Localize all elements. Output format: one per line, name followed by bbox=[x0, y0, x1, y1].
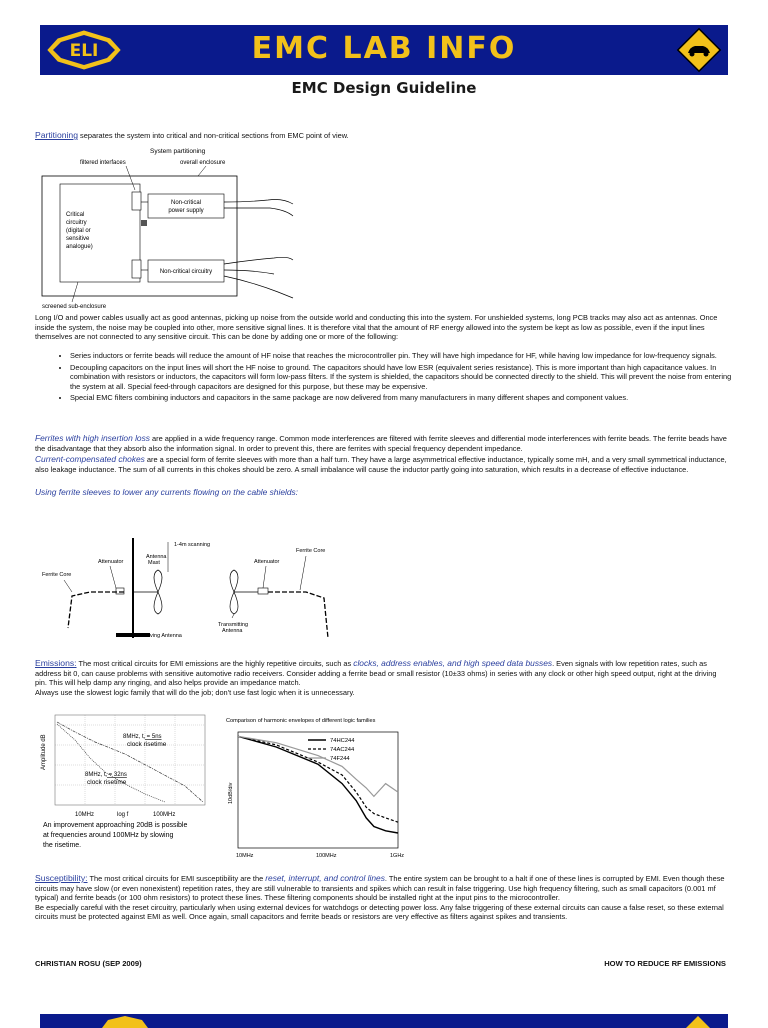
x-tick-label: 100MHz bbox=[316, 853, 337, 859]
susceptibility-italic: reset, interrupt, and control lines bbox=[265, 873, 385, 883]
car-warning-sign-icon bbox=[686, 1016, 710, 1028]
fig2-transmitting-label-1: Transmitting bbox=[218, 622, 249, 628]
ferrites-text: are applied in a wide frequency range. Common mode interferences are filtered with ferrite sleeves and differential mode interferences with ferrite beads. The ferrite beads have the disadvantage that they absorb also the information signal. In order to prevent this, there are ferrites with special frequency dependent impedance. bbox=[35, 434, 727, 453]
header-banner bbox=[40, 25, 728, 75]
list-item: • Series inductors or ferrite beads will reduce the amount of HF noise that reaches the microcontroller pin. They will have high impedance for HF, while having low impedance for low-frequency signals. bbox=[70, 351, 742, 361]
fig3-caption-1: An improvement approaching 20dB is possible bbox=[43, 822, 188, 829]
fig3-x-100mhz: 100MHz bbox=[153, 812, 176, 818]
fig2-mast-label-2: Mast bbox=[148, 560, 160, 566]
risetime-spectrum-figure bbox=[35, 710, 215, 860]
susceptibility-text-3: Be especially careful with the reset circuitry, particularly when using external devices for watchdogs or detecting power loss. Any false triggering of these external circuits can cause a false reset, so these external circuits must be protected against EMI as well. Once again, small capacitors and ferrite beads or resistors are very effective as filters against spikes and transients. bbox=[35, 902, 724, 922]
fig3-x-logf: log f bbox=[117, 812, 129, 818]
series-line-74F244 bbox=[238, 736, 398, 796]
ferrites-paragraph bbox=[35, 434, 730, 453]
system-partitioning-figure bbox=[38, 142, 300, 310]
legend-label: 74F244 bbox=[330, 756, 350, 762]
fig2-ferrite-label-left: Ferrite Core bbox=[42, 572, 72, 578]
x-tick-label: 10MHz bbox=[236, 853, 254, 859]
fig3-label-5ns-a: 8MHz, tr = 5ns bbox=[123, 734, 162, 740]
io-cables-paragraph: Long I/O and power cables usually act as good antennas, picking up noise from the outside world and conducting this into the system. For unshielded systems, long PCB tracks may also act as antennas. Once inside the system, the noise may be coupled into other, more sensitive signal lines. It is therefore vital that the amount of RF energy allowed into the system be kept as low as possible, even if the input lines themselves are not connected to any sensitive circuit. This can be done by adding one or more of the following: bbox=[35, 313, 718, 342]
fig3-caption-2: at frequencies around 100MHz by slowing bbox=[43, 832, 174, 839]
fig1-critical-label-5: analogue) bbox=[66, 244, 93, 250]
fig2-transmitting-label-2: Antenna bbox=[222, 628, 243, 634]
banner-title: EMC LAB INFO bbox=[251, 31, 517, 66]
susceptibility-lead: Susceptibility: bbox=[35, 873, 88, 883]
emissions-text-3: Always use the slowest logic family that will do the job; don't use fast logic when it is unnecessary. bbox=[35, 687, 355, 697]
fig1-screened-label: screened sub-enclosure bbox=[42, 304, 107, 310]
legend-label: 74HC244 bbox=[330, 738, 355, 744]
susceptibility-paragraph bbox=[35, 874, 730, 922]
fig2-ferrite-label-right: Ferrite Core bbox=[296, 548, 326, 554]
ferrite-sleeves-caption: Using ferrite sleeves to lower any currents flowing on the cable shields: bbox=[35, 487, 299, 497]
filter-methods-list bbox=[58, 351, 742, 405]
susceptibility-text-2: . The entire system can be brought to a halt if one of these lines is corrupted by EMI. Even though these circuits may have slow (or even nonexistent) repetition rates, they are still vulnerable to transients and spikes which can result in false triggering. Use high frequency filtering, such as small capacitors (0.001 mf typical) and ferrite beads (or 100 ohm resistors) to protect these lines. These filtering components should be installed right at the input pins to the microcontroller. bbox=[35, 874, 725, 903]
list-item: • Decoupling capacitors on the input lines will short the HF noise to ground. The capacitors should have low ESR (equivalent series resistance). This is more important than high capacitance values. In combination with resistors or inductors, the capacitors will form low-pass filters. If the system is shielded, the capacitors should be connected directly to the shield. This will prevent the noise from entering the system at all. Special feed-through capacitors are designed for this purpose, but these may be expensive. bbox=[70, 363, 742, 392]
chart-ylabel: 10dB/div bbox=[228, 782, 234, 804]
next-page-banner bbox=[40, 1014, 728, 1028]
chokes-paragraph bbox=[35, 455, 730, 474]
partitioning-text: separates the system into critical and non-critical sections from EMC point of view. bbox=[78, 131, 349, 140]
legend-label: 74AC244 bbox=[330, 747, 355, 753]
fig3-label-32ns-b: clock risetime bbox=[87, 779, 127, 786]
logo-text: ELI bbox=[69, 41, 99, 61]
fig1-noncritical-label: Non-critical circuitry bbox=[159, 269, 213, 275]
footer-author: CHRISTIAN ROSU (SEP 2009) bbox=[35, 959, 142, 968]
fig2-mast-label-1: Antenna bbox=[146, 554, 167, 560]
fig1-power-label-2: power supply bbox=[168, 208, 204, 214]
partitioning-lead: Partitioning bbox=[35, 130, 78, 140]
ferrite-sleeves-figure bbox=[38, 538, 373, 648]
fig3-label-5ns-b: clock risetime bbox=[127, 741, 167, 748]
document-title: EMC Design Guideline bbox=[291, 79, 477, 97]
harmonic-envelope-chart bbox=[222, 712, 412, 864]
car-warning-sign-icon bbox=[676, 27, 722, 73]
chokes-text: are a special form of ferrite sleeves with more than a half turn. They have a large asymmetrical effective inductance, typically some mH, and a very small symmetrical inductance, also leakage inductance. The sum of all currents in this chokes should be zero. A small imbalance will cause the inductor partly going into saturation, which results in a decrease of effective inductance. bbox=[35, 455, 727, 474]
chokes-lead: Current-compensated chokes bbox=[35, 454, 145, 464]
x-tick-label: 1GHz bbox=[390, 853, 405, 859]
fig3-x-10mhz: 10MHz bbox=[75, 812, 95, 818]
partitioning-paragraph bbox=[35, 131, 730, 141]
fig2-attenuator-label-right: Attenuator bbox=[254, 559, 280, 565]
fig2-attenuator-label-left: Attenuator bbox=[98, 559, 124, 565]
fig2-scanning-label: 1-4m scanning bbox=[174, 542, 211, 548]
fig3-label-32ns-a: 8MHz, tr = 32ns bbox=[85, 772, 127, 778]
fig1-filtered-label: filtered interfaces bbox=[80, 160, 126, 166]
ferrites-lead: Ferrites with high insertion loss bbox=[35, 433, 150, 443]
emissions-text-1: The most critical circuits for EMI emissions are the highly repetitive circuits, such as bbox=[76, 659, 354, 668]
emissions-paragraph bbox=[35, 659, 730, 697]
series-line-74HC244 bbox=[238, 736, 398, 833]
fig1-critical-label-4: sensitive bbox=[66, 236, 90, 242]
fig1-enclosure-label: overall enclosure bbox=[180, 160, 226, 166]
fig1-title: System partitioning bbox=[150, 148, 206, 155]
emissions-italic: clocks, address enables, and high speed data busses bbox=[353, 658, 553, 668]
fig1-critical-label-3: (digital or bbox=[66, 228, 91, 234]
fig1-critical-label-1: Critical bbox=[66, 212, 85, 218]
emissions-text-2: . Even signals with low repetition rates, such as address bit 0, can cause problems with sensitive automotive radio receivers. Consider adding a ferrite bead or small resistor (10±33 ohms) in series with any clock or other high speed output, right at the driving pin. This will help damp any ringing, and also helps provide an impedance match. bbox=[35, 659, 717, 688]
list-item: • Special EMC filters combining inductors and capacitors in the same package are now delivered from many manufacturers in many different shapes and component values. bbox=[70, 393, 742, 403]
fig3-ylabel: Amplitude dB bbox=[41, 734, 47, 770]
susceptibility-text-1: The most critical circuits for EMI susceptibility are the bbox=[87, 874, 266, 883]
footer-topic: HOW TO REDUCE RF EMISSIONS bbox=[604, 959, 726, 968]
fig1-critical-label-2: circuitry bbox=[66, 220, 87, 226]
emissions-lead: Emissions: bbox=[35, 658, 77, 668]
eli-logo-icon bbox=[100, 1016, 150, 1028]
chart-title: Comparison of harmonic envelopes of different logic families bbox=[226, 718, 376, 724]
fig1-power-label-1: Non-critical bbox=[170, 200, 202, 206]
fig3-caption-3: the risetime. bbox=[43, 842, 82, 849]
fig2-receiving-label: Receiving Antenna bbox=[136, 633, 182, 639]
